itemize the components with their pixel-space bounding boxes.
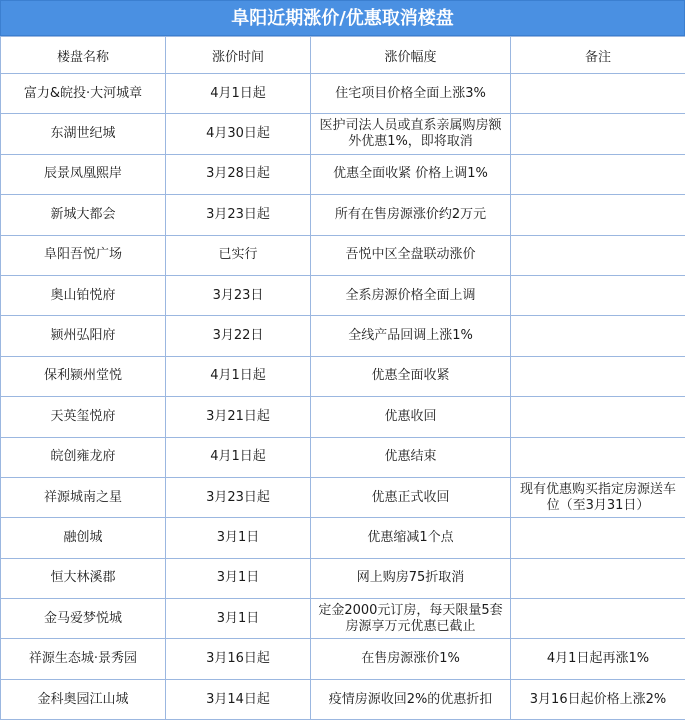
header-time: 涨价时间	[166, 37, 311, 74]
cell-range: 网上购房75折取消	[311, 558, 511, 598]
cell-range: 优惠正式收回	[311, 477, 511, 517]
table-row	[1, 275, 685, 315]
cell-name: 祥源生态城·景秀园	[1, 639, 166, 679]
cell-note	[511, 316, 685, 356]
cell-range: 所有在售房源涨价约2万元	[311, 195, 511, 235]
cell-range: 住宅项目价格全面上涨3%	[311, 74, 511, 114]
cell-note	[511, 558, 685, 598]
cell-time: 3月14日起	[166, 679, 311, 719]
cell-range: 在售房源涨价1%	[311, 639, 511, 679]
table-row	[1, 195, 685, 235]
cell-time: 4月1日起	[166, 356, 311, 396]
cell-note	[511, 599, 685, 639]
table-row	[1, 74, 685, 114]
cell-name: 保利颍州堂悦	[1, 356, 166, 396]
table-row	[1, 599, 685, 639]
table-row	[1, 114, 685, 154]
cell-range: 优惠全面收紧	[311, 356, 511, 396]
table-row	[1, 316, 685, 356]
cell-time: 3月1日	[166, 518, 311, 558]
cell-note	[511, 74, 685, 114]
cell-name: 恒大林溪郡	[1, 558, 166, 598]
table-row	[1, 437, 685, 477]
table-title: 阜阳近期涨价/优惠取消楼盘	[0, 0, 685, 36]
cell-name: 新城大都会	[1, 195, 166, 235]
table-row	[1, 679, 685, 719]
cell-time: 4月1日起	[166, 74, 311, 114]
header-row	[1, 37, 685, 74]
cell-note	[511, 235, 685, 275]
cell-note	[511, 397, 685, 437]
cell-name: 皖创雍龙府	[1, 437, 166, 477]
table-row	[1, 235, 685, 275]
cell-time: 4月30日起	[166, 114, 311, 154]
cell-name: 阜阳吾悦广场	[1, 235, 166, 275]
table-row	[1, 154, 685, 194]
table-row	[1, 518, 685, 558]
cell-range: 定金2000元订房，每天限量5套房源享万元优惠已截止	[311, 599, 511, 639]
cell-time: 3月1日	[166, 599, 311, 639]
cell-range: 全系房源价格全面上调	[311, 275, 511, 315]
table-row	[1, 477, 685, 517]
cell-range: 疫情房源收回2%的优惠折扣	[311, 679, 511, 719]
cell-note	[511, 356, 685, 396]
cell-range: 全线产品回调上涨1%	[311, 316, 511, 356]
cell-note: 3月16日起价格上涨2%	[511, 679, 685, 719]
cell-note	[511, 275, 685, 315]
cell-note	[511, 437, 685, 477]
header-note: 备注	[511, 37, 685, 74]
cell-range: 优惠收回	[311, 397, 511, 437]
cell-time: 3月16日起	[166, 639, 311, 679]
cell-time: 已实行	[166, 235, 311, 275]
cell-time: 3月28日起	[166, 154, 311, 194]
cell-name: 奥山铂悦府	[1, 275, 166, 315]
cell-name: 颍州弘阳府	[1, 316, 166, 356]
cell-range: 优惠缩减1个点	[311, 518, 511, 558]
cell-time: 4月1日起	[166, 437, 311, 477]
cell-note	[511, 518, 685, 558]
table-row	[1, 397, 685, 437]
cell-name: 融创城	[1, 518, 166, 558]
cell-name: 金马爱梦悦城	[1, 599, 166, 639]
cell-time: 3月23日起	[166, 477, 311, 517]
cell-name: 金科奥园江山城	[1, 679, 166, 719]
header-range: 涨价幅度	[311, 37, 511, 74]
cell-time: 3月22日	[166, 316, 311, 356]
cell-note	[511, 195, 685, 235]
table-row	[1, 639, 685, 679]
table-row	[1, 558, 685, 598]
cell-time: 3月23日起	[166, 195, 311, 235]
cell-name: 东湖世纪城	[1, 114, 166, 154]
cell-note	[511, 154, 685, 194]
header-name: 楼盘名称	[1, 37, 166, 74]
cell-range: 医护司法人员或直系亲属购房额外优惠1%，即将取消	[311, 114, 511, 154]
price-table	[0, 36, 685, 720]
cell-note: 4月1日起再涨1%	[511, 639, 685, 679]
cell-name: 天英玺悦府	[1, 397, 166, 437]
cell-note: 现有优惠购买指定房源送车位（至3月31日）	[511, 477, 685, 517]
table-row	[1, 356, 685, 396]
cell-time: 3月23日	[166, 275, 311, 315]
cell-name: 富力&皖投·大河城章	[1, 74, 166, 114]
cell-range: 优惠全面收紧 价格上调1%	[311, 154, 511, 194]
cell-name: 祥源城南之星	[1, 477, 166, 517]
cell-name: 辰景凤凰熙岸	[1, 154, 166, 194]
cell-time: 3月21日起	[166, 397, 311, 437]
cell-time: 3月1日	[166, 558, 311, 598]
cell-range: 优惠结束	[311, 437, 511, 477]
cell-range: 吾悦中区全盘联动涨价	[311, 235, 511, 275]
cell-note	[511, 114, 685, 154]
